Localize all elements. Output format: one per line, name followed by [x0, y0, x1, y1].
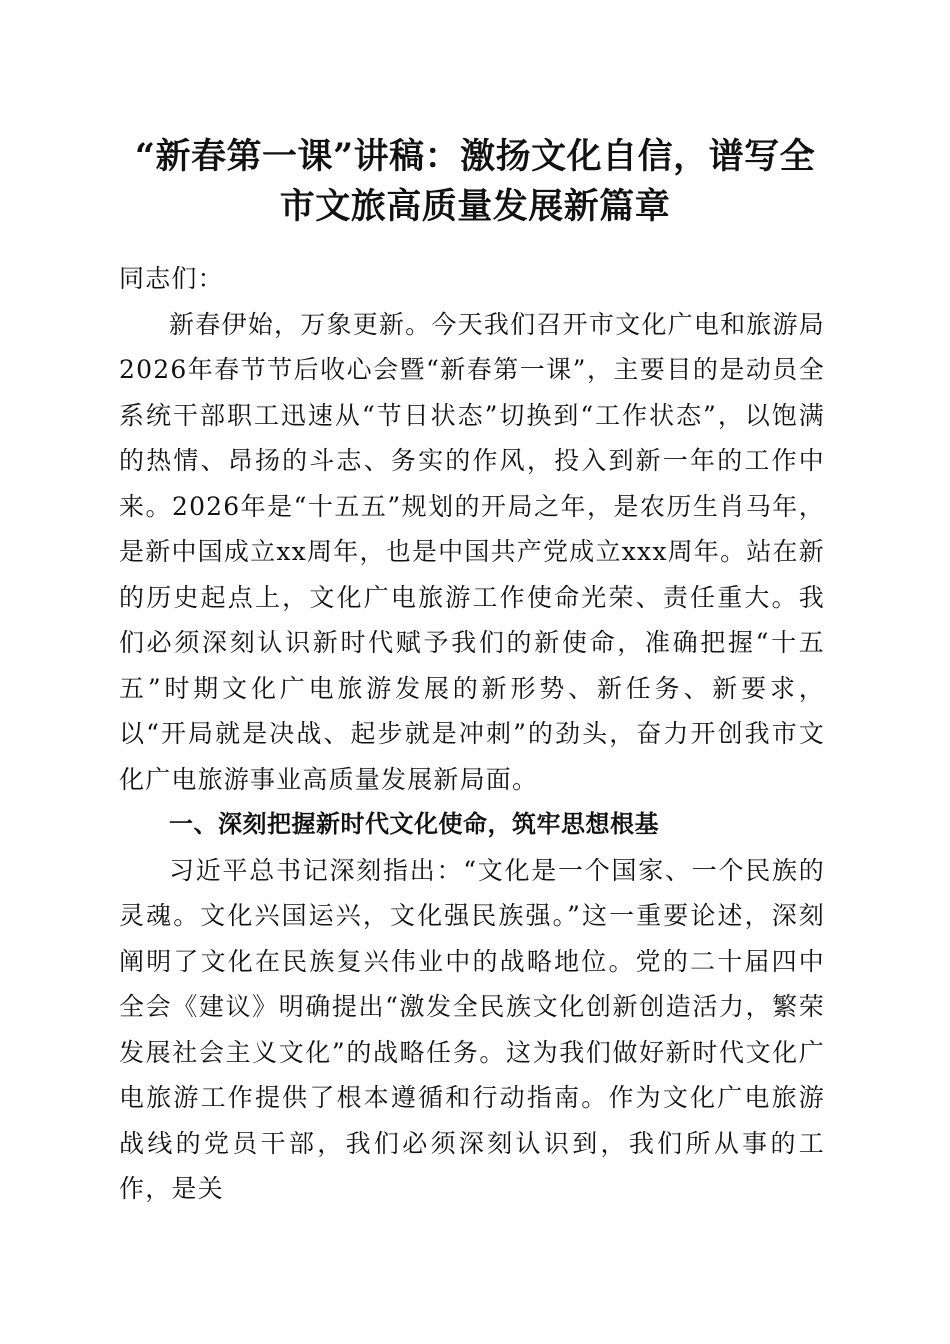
- document-body: [119, 256, 825, 1212]
- title-line-1: “新春第一课”讲稿：激扬文化自信，谱写全: [134, 136, 816, 177]
- title-line-2: 市文旅高质量发展新篇章: [279, 186, 671, 227]
- paragraph-intro: 新春伊始，万象更新。今天我们召开市文化广电和旅游局2026年春节节后收心会暨“新春第一课”，主要目的是动员全系统干部职工迅速从“节日状态”切换到“工作状态”，以饱满的热情、昂扬的斗志、务实的作风，投入到新一年的工作中来。2026年是“十五五”规划的开局之年，是农历生肖马年，是新中国成立xx周年，也是中国共产党成立xxx周年。站在新的历史起点上，文化广电旅游工作使命光荣、责任重大。我们必须深刻认识新时代赋予我们的新使命，准确把握“十五五”时期文化广电旅游发展的新形势、新任务、新要求，以“开局就是决战、起步就是冲刺”的劲头，奋力开创我市文化广电旅游事业高质量发展新局面。: [119, 309, 825, 794]
- paragraph-section-1: 习近平总书记深刻指出：“文化是一个国家、一个民族的灵魂。文化兴国运兴，文化强民族强。”这一重要论述，深刻阐明了文化在民族复兴伟业中的战略地位。党的二十届四中全会《建议》明确提出“激发全民族文化创新创造活力，繁荣发展社会主义文化”的战略任务。这为我们做好新时代文化广电旅游工作提供了根本遵循和行动指南。作为文化广电旅游战线的党员干部，我们必须深刻认识到，我们所从事的工作，是关: [119, 855, 825, 1203]
- section-heading-1: 一、深刻把握新时代文化使命，筑牢思想根基: [169, 810, 659, 838]
- salutation: 同志们：: [119, 264, 224, 293]
- document-title: [100, 132, 850, 232]
